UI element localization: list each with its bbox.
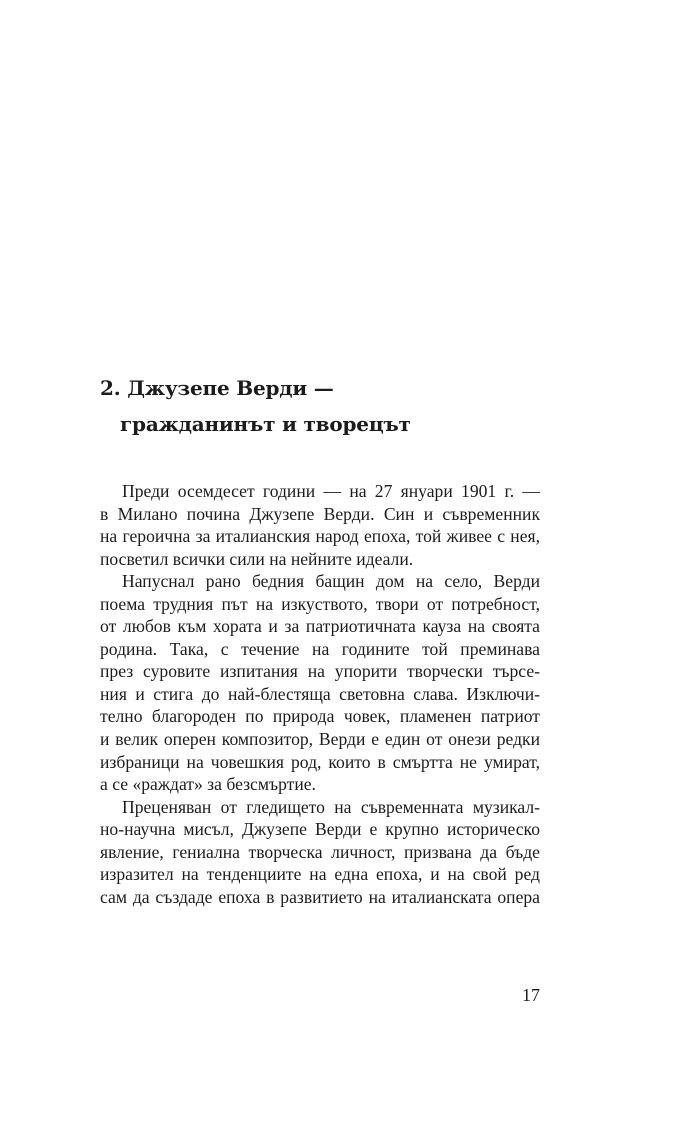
text-line: родина. Така, с течение на годините той преминава [100,638,540,659]
text-line: и велик оперен композитор, Верди е един от онези редки [100,729,540,750]
text-line: поема трудния път на изкуството, твори от потребност, [100,593,540,614]
text-line: сам да създаде епоха в развитието на италианската опера [100,886,540,907]
text-line: посветил всички сили на нейните идеали. [100,548,414,569]
text-line: през суровите изпитания на упорити творчески търсе- [100,661,540,682]
text-line: телно благороден по природа човек, пламенен патриот [100,706,540,727]
text-line: от любов към хората и за патриотичната кауза на своята [100,616,540,637]
body-text [100,480,540,908]
text-line: в Милано почина Джузепе Верди. Син и съвременник [100,503,540,524]
chapter-title-line-2: гражданинът и творецът [120,412,411,436]
text-line: Преценяван от гледището на съвременната музикал- [122,796,540,817]
text-line: избраници на човешкия род, които в смъртта не умират, [100,751,540,772]
text-line: Преди осемдесет години — на 27 януари 1901 г. — [122,481,540,501]
text-line: на героична за италианския народ епоха, той живее с нея, [100,526,540,547]
text-line: изразител на тенденциите на една епоха, и на свой ред [100,864,540,885]
chapter-title-line-1: 2. Джузепе Верди — [100,376,334,400]
chapter-title [100,370,411,442]
text-line: ния и стига до най-блестяща световна слава. Изключи- [100,683,540,704]
text-line: но-научна мисъл, Джузепе Верди е крупно историческо [100,819,540,840]
text-line: а се «раждат» за безсмъртие. [100,774,316,795]
page-number: 17 [522,985,540,1005]
text-line: Напуснал рано бедния бащин дом на село, Верди [122,571,540,592]
text-line: явление, гениална творческа личност, призвана да бъде [100,841,540,862]
